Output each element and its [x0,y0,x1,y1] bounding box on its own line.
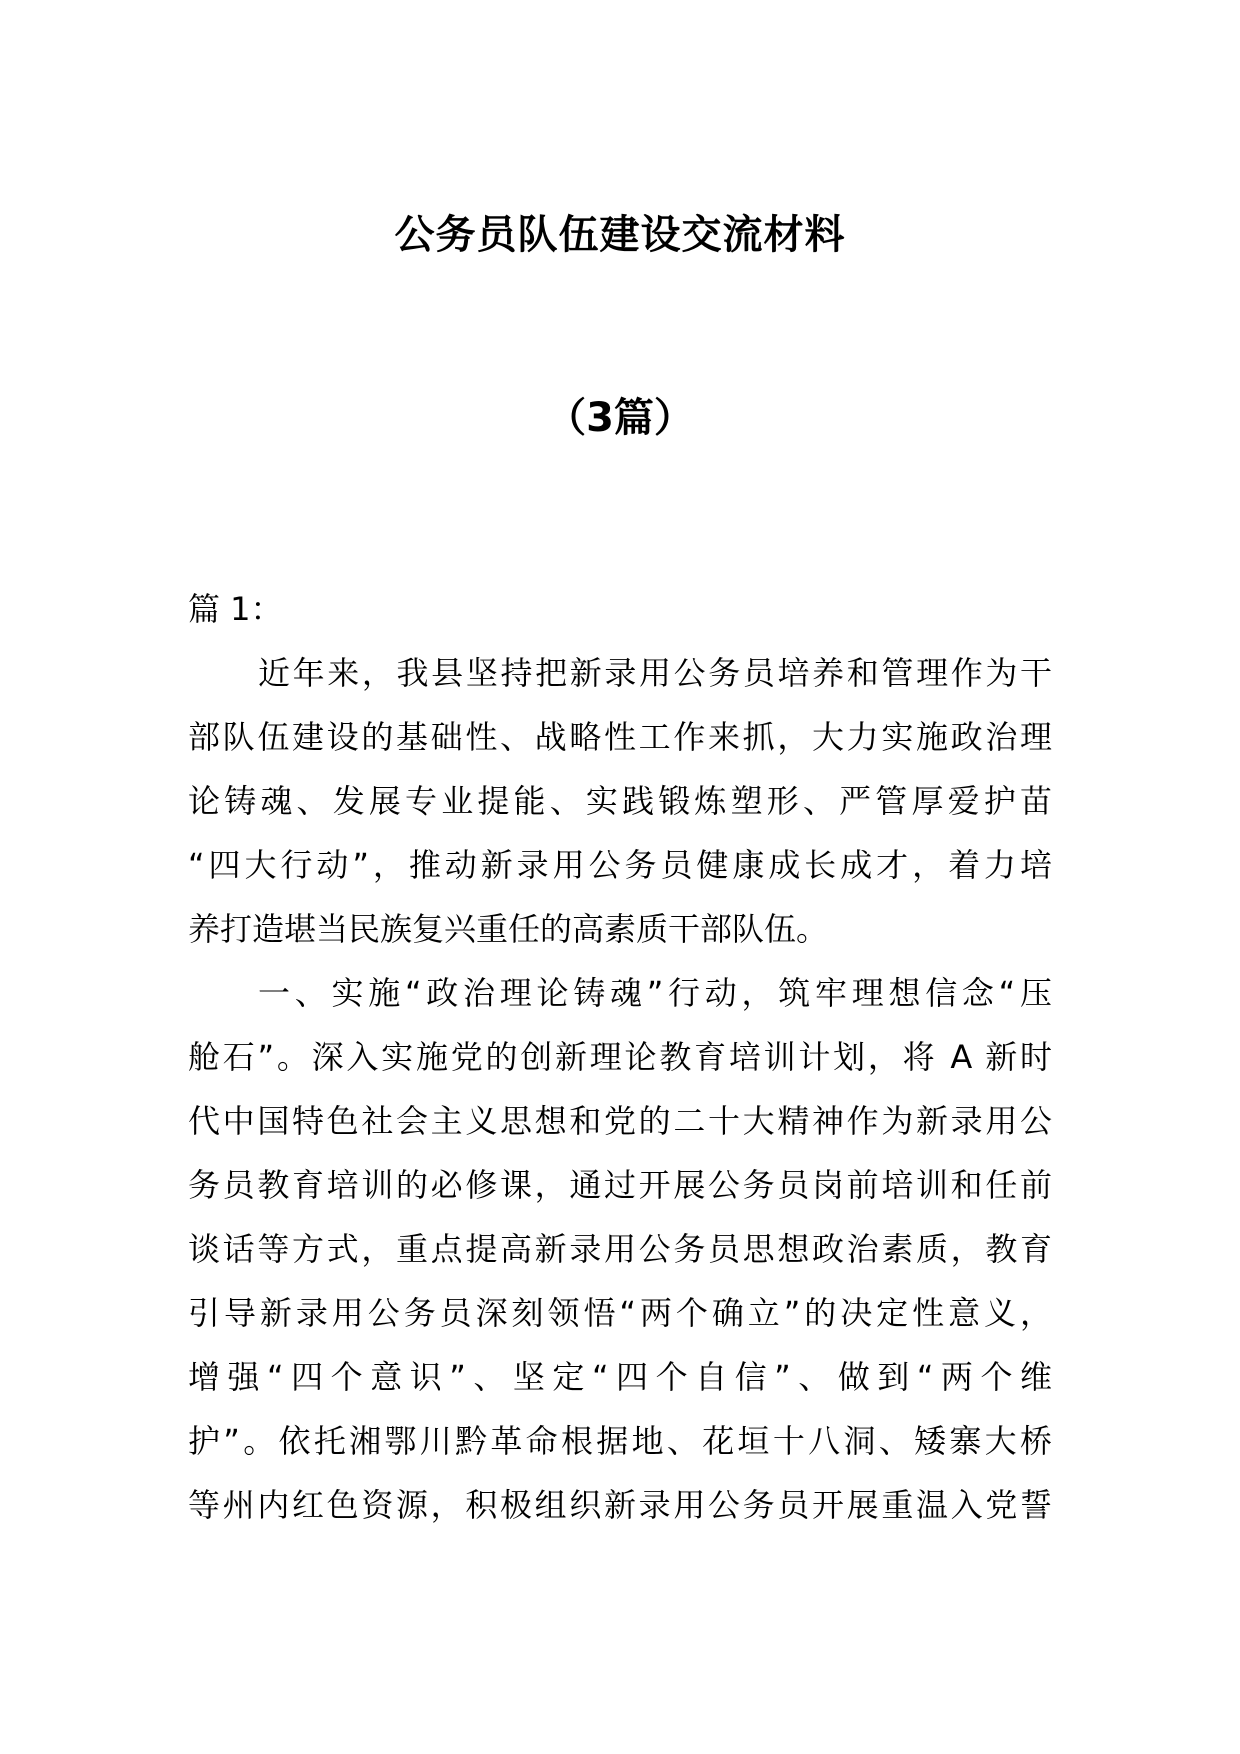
document-title: 公务员队伍建设交流材料 [394,212,846,258]
paragraph-intro [188,641,1052,961]
paragraph-line: 等州内红色资源，积极组织新录用公务员开展重温入党誓 [188,1486,1052,1524]
document-subtitle: （3篇） [546,395,694,441]
paragraph-line: 务员教育培训的必修课，通过开展公务员岗前培训和任前 [188,1166,1052,1204]
paragraph-line: 代中国特色社会主义思想和党的二十大精神作为新录用公 [188,1102,1052,1140]
paragraph-section-one [188,961,1052,1537]
paragraph-line: 近年来，我县坚持把新录用公务员培养和管理作为干 [258,654,1052,692]
paragraph-line: 舱石”。深入实施党的创新理论教育培训计划，将 A 新时 [188,1038,1052,1076]
paragraph-line: 护”。依托湘鄂川黔革命根据地、花垣十八洞、矮寨大桥 [188,1422,1052,1460]
paragraph-line: 部队伍建设的基础性、战略性工作来抓，大力实施政治理 [188,718,1052,756]
paragraph-line: 谈话等方式，重点提高新录用公务员思想政治素质，教育 [188,1230,1052,1268]
paragraph-line: 养打造堪当民族复兴重任的高素质干部队伍。 [188,910,829,948]
paragraph-line: 论铸魂、发展专业提能、实践锻炼塑形、严管厚爱护苗 [188,782,1052,820]
paragraph-line: 一、实施“政治理论铸魂”行动，筑牢理想信念“压 [258,974,1052,1012]
document-body [188,577,1052,1537]
paragraph-line: “四大行动”，推动新录用公务员健康成长成才，着力培 [188,846,1052,884]
paragraph-line: 增强“四个意识”、坚定“四个自信”、做到“两个维 [188,1358,1052,1396]
section-label: 篇 1： [188,590,283,628]
paragraph-line: 引导新录用公务员深刻领悟“两个确立”的决定性意义， [188,1294,1052,1332]
